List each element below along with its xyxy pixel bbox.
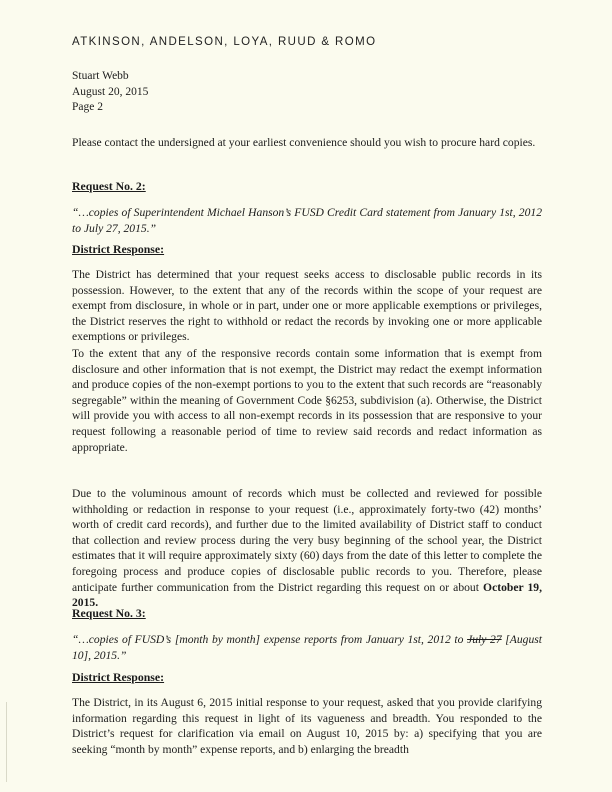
response-3-paragraph-1: The District, in its August 6, 2015 initial response to your request, asked that you provide clarifying information regarding this request in light of its vagueness and breadth. You responded to the District’s request for clarification via email on August 10, 2015 by: a) specifying that you are seeking “month by month” expense reports, and b) enlarging the breadth xyxy=(72,696,542,756)
request-2-quote: “…copies of Superintendent Michael Hanson’s FUSD Credit Card statement from January 1st, 2012 to July 27, 2015.” xyxy=(72,206,542,235)
recipient-name: Stuart Webb xyxy=(72,70,129,82)
request-3-quote-end: [August 10], 2015.” xyxy=(72,633,542,662)
request-3-heading: Request No. 3: xyxy=(72,606,146,620)
request-2-heading: Request No. 2: xyxy=(72,179,146,193)
request-3-quote xyxy=(72,632,542,663)
response-2-paragraph-3 xyxy=(72,486,542,611)
scan-edge-mark xyxy=(6,702,7,782)
response-2-paragraph-1: The District has determined that your request seeks access to disclosable public records in its possession. However, to the extent that any of the records within the scope of your request are exempt from disclosure, in whole or in part, under one or more applicable exemptions or privileges, the District reserves the right to withhold or redact the records by invoking one or more applicable exemptions or privileges. xyxy=(72,268,542,344)
request-3-struck-date: July 27 xyxy=(467,633,502,646)
intro-paragraph: Please contact the undersigned at your earliest convenience should you wish to procure hard copies. xyxy=(72,136,536,149)
firm-letterhead: ATKINSON, ANDELSON, LOYA, RUUD & ROMO xyxy=(72,36,377,48)
response-2-paragraph-3-text: Due to the voluminous amount of records which must be collected and reviewed for possible withholding or redaction in response to your request (i.e., approximately forty-two (42) months’ worth of credit card records), and further due to the limited availability of District staff to conduct that collection and review process during the very busy beginning of the school year, the District estimates that it will require approximately sixty (60) days from the date of this letter to complete the foregoing process and produce copies of disclosable public records to you. Therefore, please anticipate further communication from the District regarding this request on or about xyxy=(72,487,542,594)
page-number: Page 2 xyxy=(72,101,103,113)
response-2-deadline-date: October 19, 2015. xyxy=(72,580,542,610)
response-2-heading: District Response: xyxy=(72,242,165,256)
response-3-heading: District Response: xyxy=(72,670,165,684)
letter-date: August 20, 2015 xyxy=(72,85,149,98)
response-2-paragraph-2: To the extent that any of the responsive records contain some information that is exempt from disclosure and other information that is not exempt, the District may redact the exempt information and produce copies of the non-exempt portions to you to the extent that such records are “reasonably segregable” within the meaning of Government Code §6253, subdivision (a). Otherwise, the District will provide you with access to all non-exempt records in its possession that are responsive to your request following a reasonable period of time to review said records and redact information as appropriate. xyxy=(72,347,542,454)
letter-meta xyxy=(72,69,148,116)
request-3-quote-start: “…copies of FUSD’s [month by month] expense reports from January 1st, 2012 to xyxy=(72,633,468,646)
